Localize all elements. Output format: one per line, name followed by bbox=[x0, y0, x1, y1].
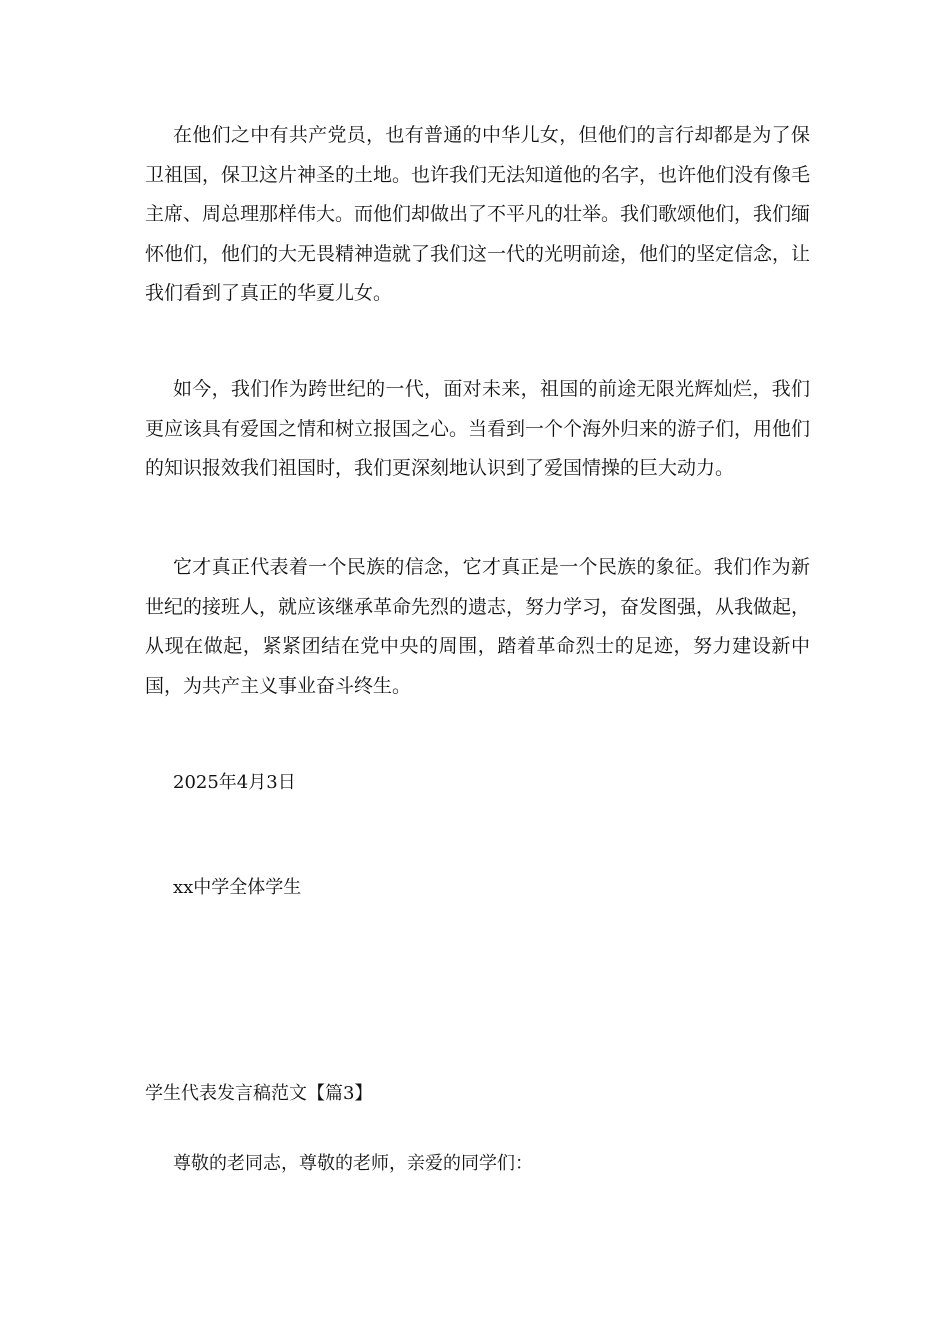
section-heading: 学生代表发言稿范文【篇3】 bbox=[145, 1083, 373, 1104]
letter-date: 2025年4月3日 bbox=[173, 772, 296, 793]
body-paragraph-3: 它才真正代表着一个民族的信念，它才真正是一个民族的象征。我们作为新世纪的接班人，就应该继承革命先烈的遗志，努力学习，奋发图强，从我做起，从现在做起，紧紧团结在党中央的周围，踏着革命烈士的足迹，努力建设新中国，为共产主义事业奋斗终生。 bbox=[145, 556, 811, 697]
salutation: 尊敬的老同志，尊敬的老师，亲爱的同学们： bbox=[173, 1153, 533, 1174]
body-paragraph-1: 在他们之中有共产党员，也有普通的中华儿女，但他们的言行却都是为了保卫祖国，保卫这片神圣的土地。也许我们无法知道他的名字，也许他们没有像毛主席、周总理那样伟大。而他们却做出了不平凡的壮举。我们歌颂他们，我们缅怀他们，他们的大无畏精神造就了我们这一代的光明前途，他们的坚定信念，让我们看到了真正的华夏儿女。 bbox=[145, 124, 811, 304]
body-paragraph-2: 如今，我们作为跨世纪的一代，面对未来，祖国的前途无限光辉灿烂，我们更应该具有爱国之情和树立报国之心。当看到一个个海外归来的游子们，用他们的知识报效我们祖国时，我们更深刻地认识到了爱国情操的巨大动力。 bbox=[145, 378, 811, 479]
letter-signature: xx中学全体学生 bbox=[173, 877, 302, 898]
